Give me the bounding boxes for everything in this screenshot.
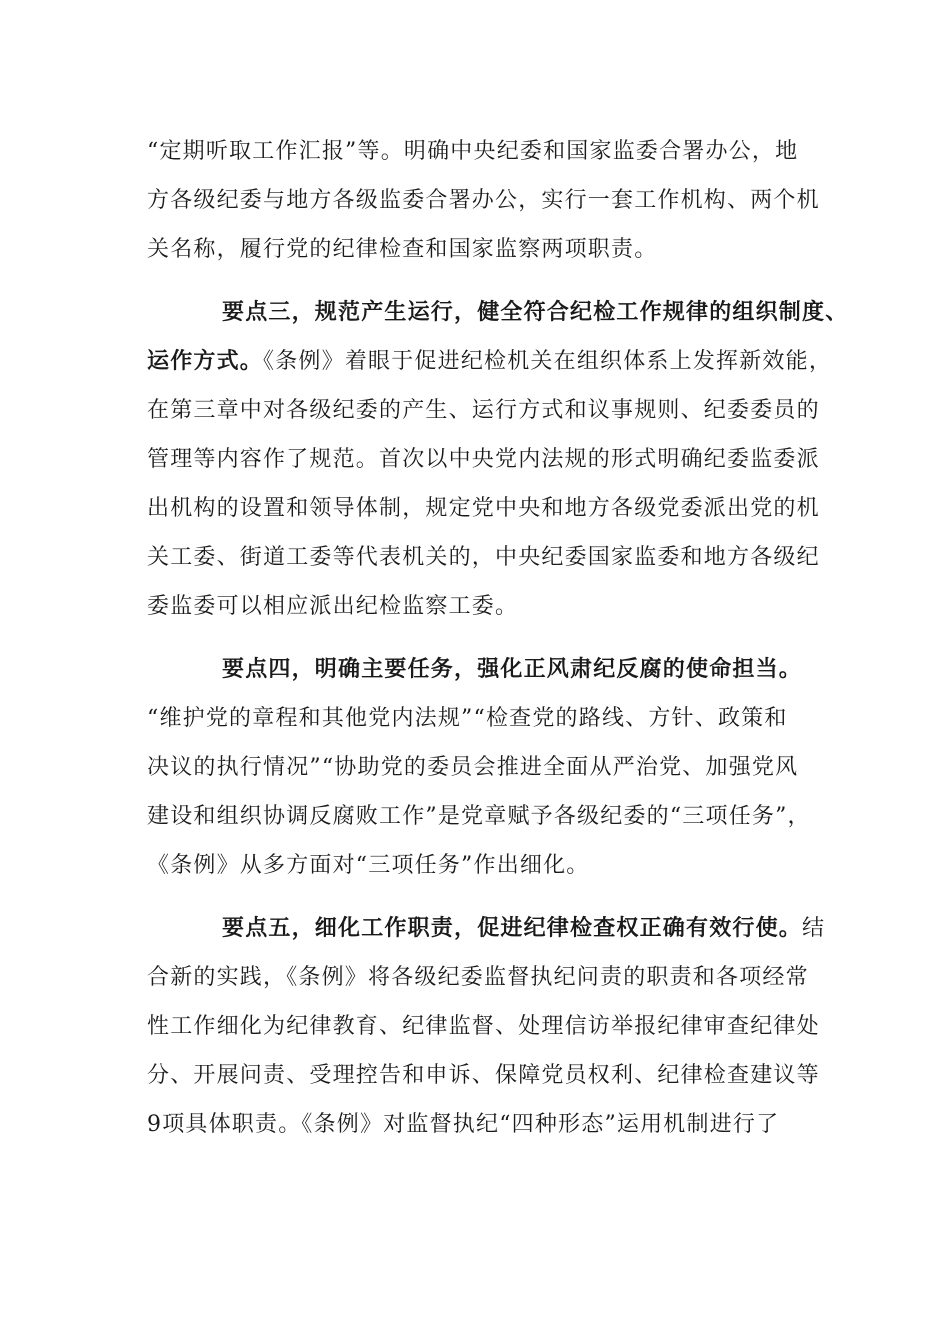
text-line: 方各级纪委与地方各级监委合署办公，实行一套工作机构、两个机 [147,188,820,213]
text-line [222,914,826,944]
text-line: 决议的执行情况”“协助党的委员会推进全面从严治党、加强党风 [147,755,799,780]
text-line: 管理等内容作了规范。首次以中央党内法规的形式明确纪委监委派 [147,447,820,472]
section-heading: 要点三，规范产生运行，健全符合纪检工作规律的组织制度、 [222,300,849,325]
text-line [147,347,833,377]
text-line: 性工作细化为纪律教育、纪律监督、处理信访举报纪律审查纪律处 [147,1014,820,1039]
text-line: 9项具体职责。《条例》对监督执纪“四种形态”运用机制进行了 [147,1112,780,1137]
text-line: 建设和组织协调反腐败工作”是党章赋予各级纪委的“三项任务”， [147,804,811,829]
text-line: 合新的实践，《条例》将各级纪委监督执纪问责的职责和各项经常 [147,965,809,990]
text-line: “维护党的章程和其他党内法规”“检查党的路线、方针、政策和 [147,706,788,731]
text-line: 《条例》从多方面对“三项任务”作出细化。 [147,853,590,878]
text-span: 《条例》着眼于促进纪检机关在组织体系上发挥新效能， [263,349,833,374]
section-heading: 要点四，明确主要任务，强化正风肃纪反腐的使命担当。 [222,657,803,682]
text-line: 出机构的设置和领导体制，规定党中央和地方各级党委派出党的机 [147,496,820,521]
text-span: 结 [802,916,826,941]
text-line: 分、开展问责、受理控告和申诉、保障党员权利、纪律检查建议等 [147,1063,820,1088]
text-line: “定期听取工作汇报”等。明确中央纪委和国家监委合署办公，地 [147,139,799,164]
section-heading: 要点五，细化工作职责，促进纪律检查权正确有效行使。 [222,916,803,941]
text-line: 委监委可以相应派出纪检监察工委。 [147,594,519,619]
text-line: 关名称，履行党的纪律检查和国家监察两项职责。 [147,237,658,262]
text-line: 关工委、街道工委等代表机关的，中央纪委国家监委和地方各级纪 [147,545,820,570]
text-line: 在第三章中对各级纪委的产生、运行方式和议事规则、纪委委员的 [147,398,820,423]
section-heading-continuation: 运作方式。 [147,349,264,374]
